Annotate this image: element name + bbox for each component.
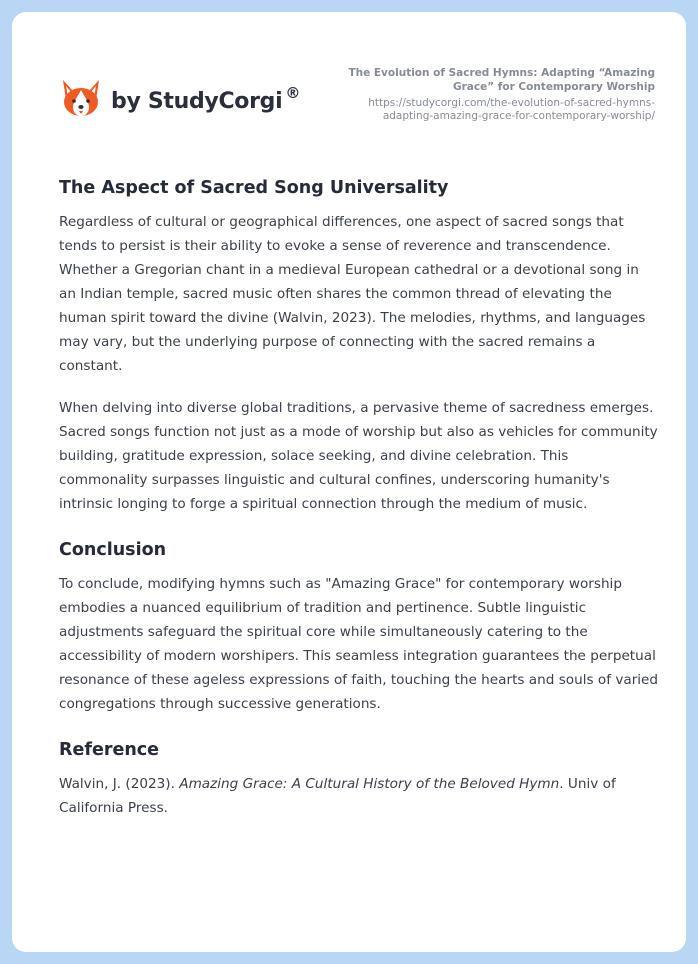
section-heading-conclusion: Conclusion <box>59 540 167 560</box>
brand-name: by StudyCorgi ® <box>111 83 301 114</box>
studycorgi-logo[interactable] <box>60 76 300 122</box>
section-heading-universality: The Aspect of Sacred Song Universality <box>59 178 449 198</box>
document-title: The Evolution of Sacred Hymns: Adapting “Amazing Grace” for Contemporary Worship <box>348 67 655 93</box>
corgi-logo-icon <box>60 76 102 122</box>
page-header <box>12 12 686 152</box>
reference-entry <box>59 772 659 820</box>
article-content <box>59 172 659 838</box>
reference-title: Amazing Grace: A Cultural History of the Beloved Hymn <box>179 776 560 792</box>
paragraph: When delving into diverse global traditions, a pervasive theme of sacredness emerges. Sacred songs function not just as a mode of worship but also as vehicles for community building, gratitude expression, solace seeking, and divine celebration. This commonality surpasses linguistic and cultural confines, underscoring humanity's intrinsic longing to forge a spiritual connection through the medium of music. <box>59 400 658 512</box>
paragraph: To conclude, modifying hymns such as "Amazing Grace" for contemporary worship embodies a nuanced equilibrium of tradition and pertinence. Subtle linguistic adjustments safeguard the spiritual core while simultaneously catering to the accessibility of modern worshipers. This seamless integration guarantees the perpetual resonance of these ageless expressions of faith, touching the hearts and souls of varied congregations through successive generations. <box>59 576 659 712</box>
document-meta <box>325 66 655 122</box>
reference-author: Walvin, J. (2023). <box>59 776 180 792</box>
section-heading-reference: Reference <box>59 740 160 760</box>
paragraph: Regardless of cultural or geographical differences, one aspect of sacred songs that tends to persist is their ability to evoke a sense of reverence and transcendence. Whether a Gregorian chant in a medieval European cathedral or a devotional song in an Indian temple, sacred music often shares the common thread of elevating the human spirit toward the divine (Walvin, 2023). The melodies, rhythms, and languages may vary, but the underlying purpose of connecting with the sacred remains a constant. <box>59 214 646 374</box>
reference-publisher: . Univ of California Press. <box>59 776 616 816</box>
document-url[interactable]: https://studycorgi.com/the-evolution-of-sacred-hymns-adapting-amazing-grace-for-contemporary-worship/ <box>368 97 655 122</box>
document-page <box>12 12 686 952</box>
